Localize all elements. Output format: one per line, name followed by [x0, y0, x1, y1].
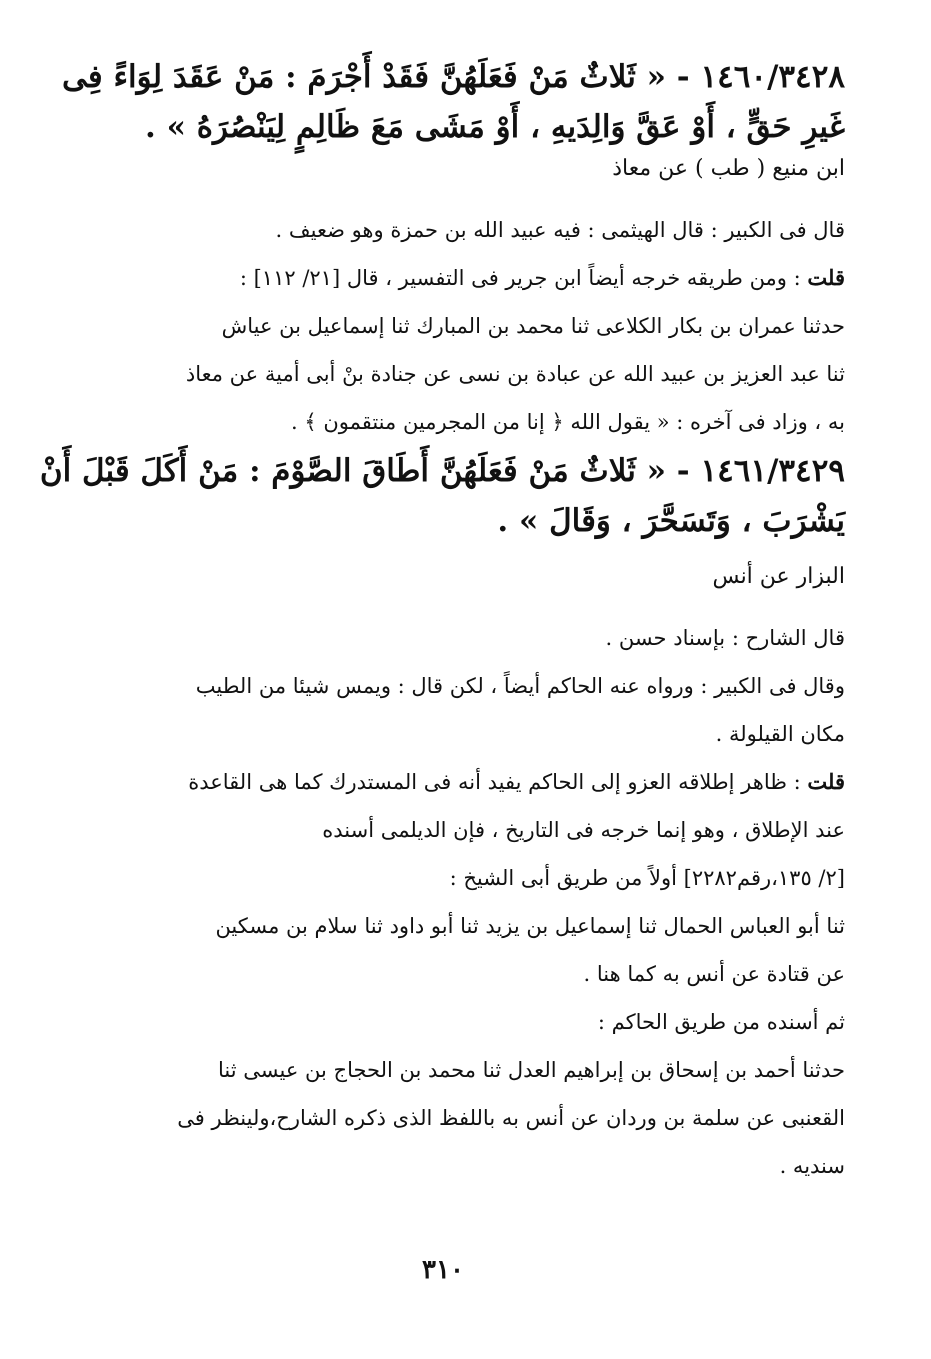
commentary-line: وقال فى الكبير : ورواه عنه الحاكم أيضاً ، لكن قال : ويمس شيئا من الطيب [195, 674, 845, 698]
hadith-entry [62, 52, 845, 446]
commentary-line: حدثنا أحمد بن إسحاق بن إبراهيم العدل ثنا محمد بن الحجاج بن عيسى ثنا [217, 1058, 845, 1082]
hadith-text-line: ١٤٦١/٣٤٢٩ - « ثَلاثٌ مَنْ فَعَلَهُنَّ أَطَاقَ الصَّوْمَ : مَنْ أَكَلَ قَبْلَ أَنْ [39, 453, 845, 489]
hadith-source: البزار عن أنس [712, 564, 845, 589]
commentary-line: القعنبى عن سلمة بن وردان عن أنس به باللفظ الذى ذكره الشارح،ولينظر فى [177, 1106, 845, 1130]
commentary-line: حدثنا عمران بن بكار الكلاعى ثنا محمد بن المبارك ثنا إسماعيل بن عياش [221, 314, 845, 338]
hadith-text-line: غَيرِ حَقٍّ ، أَوْ عَقَّ وَالِدَيهِ ، أَوْ مَشَى مَعَ ظَالِمٍ لِيَنْصُرَهُ » . [144, 109, 845, 145]
hadith-text-line: يَشْرَبَ ، وَتَسَحَّرَ ، وَقَالَ » . [497, 503, 845, 539]
commentary-line: ثنا أبو العباس الحمال ثنا إسماعيل بن يزيد ثنا أبو داود ثنا سلام بن مسكين [215, 914, 845, 938]
commentary-line: مكان القيلولة . [715, 722, 845, 746]
commentary-line: ثنا عبد العزيز بن عبيد الله عن عبادة بن نسى عن جنادة بنْ أبى أمية عن معاذ [185, 362, 845, 386]
commentary-line: [٢/ ١٣٥،رقم٢٢٨٢] أولاً من طريق أبى الشيخ : [449, 866, 845, 890]
commentary-line: قلت : ظاهر إطلاقه العزو إلى الحاكم يفيد أنه فى المستدرك كما هى القاعدة [188, 769, 845, 794]
qultu-marker: قلت [807, 265, 845, 290]
hadith-source: ابن منيع ( طب ) عن معاذ [612, 156, 845, 181]
commentary-line: سنديه . [779, 1154, 845, 1178]
qultu-marker: قلت [807, 769, 845, 794]
commentary-line: قال فى الكبير : قال الهيثمى : فيه عبيد الله بن حمزة وهو ضعيف . [275, 218, 845, 242]
commentary-line: قلت : ومن طريقه خرجه أيضاً ابن جرير فى التفسير ، قال [٢١/ ١١٢] : [239, 265, 845, 290]
commentary-line: قال الشارح : بإسناد حسن . [605, 626, 845, 650]
commentary-line: به ، وزاد فى آخره : « يقول الله ﴿ إنا من المجرمين منتقمون ﴾ . [290, 410, 845, 434]
commentary-line: عند الإطلاق ، وهو إنما خرجه فى التاريخ ، فإن الديلمى أسنده [322, 818, 845, 842]
hadith-entry [39, 446, 845, 1190]
commentary-line: ثم أسنده من طريق الحاكم : [597, 1010, 845, 1034]
commentary-line: عن قتادة عن أنس به كما هنا . [583, 962, 845, 986]
page-number: ٣١٠ [422, 1255, 464, 1285]
hadith-text-line: ١٤٦٠/٣٤٢٨ - « ثَلاثٌ مَنْ فَعَلَهُنَّ فَقَدْ أَجْرَمَ : مَنْ عَقَدَ لِوَاءً فِى [62, 59, 845, 95]
